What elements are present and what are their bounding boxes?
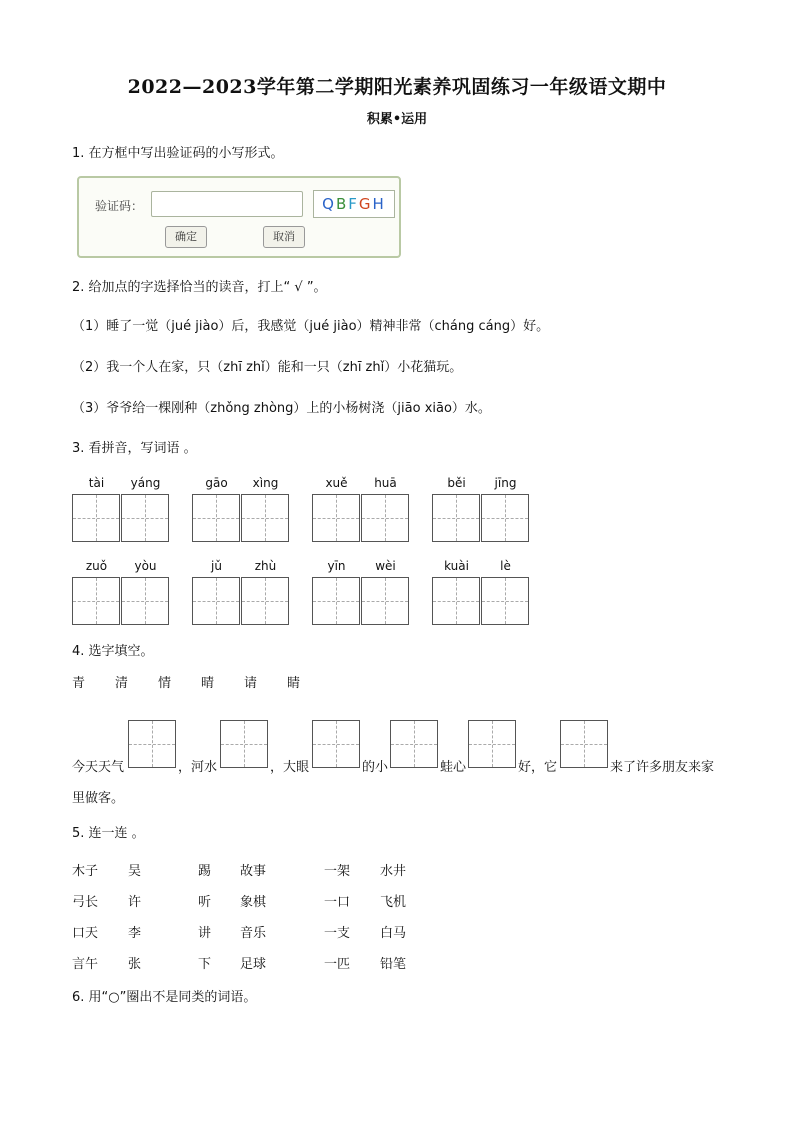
character-choice: 清 (115, 676, 129, 691)
writing-grid-cell[interactable] (72, 494, 120, 542)
writing-grid-cell[interactable] (432, 577, 480, 625)
writing-grid-cell[interactable] (312, 494, 360, 542)
pinyin-label: jīng (494, 476, 517, 490)
fill-in-box[interactable] (128, 720, 176, 768)
pinyin-label: yīn (327, 559, 346, 573)
writing-grid-cell[interactable] (481, 494, 529, 542)
pinyin-word-group (432, 559, 530, 625)
matching-item: 张 (128, 957, 142, 972)
matching-item: 白马 (380, 926, 407, 941)
matching-item: 音乐 (240, 926, 267, 941)
fill-in-box[interactable] (468, 720, 516, 768)
question-1-prompt: 1. 在方框中写出验证码的小写形式。 (72, 146, 284, 161)
matching-item: 象棋 (240, 895, 267, 910)
writing-grid-cell[interactable] (192, 494, 240, 542)
writing-grid-cell[interactable] (241, 494, 289, 542)
matching-item: 木子 (72, 864, 99, 879)
matching-item: 许 (128, 895, 142, 910)
writing-grid-cell[interactable] (481, 577, 529, 625)
sentence-end: 里做客。 (72, 791, 125, 806)
page-title: 2022—2023学年第二学期阳光素养巩固练习一年级语文期中 (127, 76, 667, 98)
matching-item: 下 (198, 957, 212, 972)
character-choice: 睛 (287, 676, 301, 691)
pinyin-word-group (72, 476, 170, 542)
pinyin-label: xuě (325, 476, 348, 490)
question-2-item: （1）睡了一觉（jué jiào）后，我感觉（jué jiào）精神非常（cháng cáng）好。 (72, 319, 550, 334)
pinyin-word-group (312, 476, 410, 542)
pinyin-label: zhù (254, 559, 277, 573)
captcha-label: 验证码： (95, 199, 144, 213)
fill-in-box[interactable] (560, 720, 608, 768)
pinyin-label: kuài (444, 559, 469, 573)
sentence-fragment: 今天天气 (72, 760, 125, 775)
section-heading: 积累•运用 (366, 112, 428, 127)
sentence-fragment: 蛙心 (440, 760, 467, 775)
pinyin-word-group (312, 559, 410, 625)
sentence-fragment: 好，它 (518, 760, 558, 775)
pinyin-label: lè (500, 559, 511, 573)
captcha-letter: F (348, 195, 359, 213)
writing-grid-cell[interactable] (72, 577, 120, 625)
pinyin-label: tài (88, 476, 105, 490)
matching-item: 言午 (72, 957, 99, 972)
pinyin-label: jǔ (211, 559, 222, 573)
matching-item: 一口 (324, 895, 351, 910)
writing-grid-cell[interactable] (361, 494, 409, 542)
sentence-fragment: 来了许多朋友来家 (610, 760, 715, 775)
character-choice: 情 (158, 676, 172, 691)
question-4-prompt: 4. 选字填空。 (72, 644, 154, 659)
matching-item: 弓长 (72, 895, 99, 910)
pinyin-label: yáng (130, 476, 161, 490)
matching-item: 一支 (324, 926, 351, 941)
matching-item: 听 (198, 895, 212, 910)
question-2-item: （3）爷爷给一棵刚种（zhǒng zhòng）上的小杨树浇（jiāo xiāo）水。 (72, 401, 491, 416)
pinyin-label: gāo (205, 476, 228, 490)
character-choice: 青 (72, 676, 86, 691)
captcha-letter: B (335, 195, 349, 213)
confirm-button[interactable]: 确定 (165, 226, 207, 248)
matching-item: 口天 (72, 926, 99, 941)
question-3-prompt: 3. 看拼音，写词语 。 (72, 441, 197, 456)
question-2-prompt: 2. 给加点的字选择恰当的读音，打上“ √ ”。 (72, 280, 327, 295)
pinyin-label: wèi (375, 559, 396, 573)
writing-grid-cell[interactable] (312, 577, 360, 625)
cancel-button[interactable]: 取消 (263, 226, 305, 248)
writing-grid-cell[interactable] (361, 577, 409, 625)
captcha-letter: H (372, 195, 386, 213)
matching-item: 水井 (380, 864, 407, 879)
writing-grid-cell[interactable] (192, 577, 240, 625)
pinyin-label: zuǒ (85, 559, 108, 573)
pinyin-word-group (72, 559, 170, 625)
matching-item: 一架 (324, 864, 351, 879)
pinyin-label: xìng (252, 476, 279, 490)
fill-in-box[interactable] (390, 720, 438, 768)
pinyin-label: yòu (134, 559, 157, 573)
fill-in-box[interactable] (220, 720, 268, 768)
pinyin-word-group (192, 559, 290, 625)
captcha-letter: Q (322, 195, 336, 213)
sentence-fragment: ，大眼 (270, 760, 310, 775)
captcha-letter: G (358, 195, 373, 213)
sentence-fragment: ，河水 (178, 760, 218, 775)
fill-in-box[interactable] (312, 720, 360, 768)
character-choice: 晴 (201, 676, 215, 691)
writing-grid-cell[interactable] (121, 494, 169, 542)
writing-grid-cell[interactable] (241, 577, 289, 625)
matching-item: 李 (128, 926, 142, 941)
character-choice: 请 (244, 676, 258, 691)
captcha-panel (77, 176, 401, 258)
captcha-input[interactable] (151, 191, 303, 217)
question-5-prompt: 5. 连一连 。 (72, 826, 145, 841)
pinyin-word-group (192, 476, 290, 542)
question-6-prompt: 6. 用“○”圈出不是同类的词语。 (72, 990, 257, 1005)
question-2-item: （2）我一个人在家，只（zhī zhǐ）能和一只（zhī zhǐ）小花猫玩。 (72, 360, 463, 375)
pinyin-label: huā (374, 476, 397, 490)
pinyin-label: běi (447, 476, 466, 490)
matching-item: 飞机 (380, 895, 407, 910)
writing-grid-cell[interactable] (121, 577, 169, 625)
writing-grid-cell[interactable] (432, 494, 480, 542)
matching-item: 铅笔 (380, 957, 407, 972)
captcha-image (313, 190, 395, 218)
matching-item: 足球 (240, 957, 267, 972)
matching-item: 故事 (240, 864, 267, 879)
matching-item: 讲 (198, 926, 212, 941)
matching-item: 吴 (128, 864, 142, 879)
pinyin-word-group (432, 476, 530, 542)
matching-item: 踢 (198, 864, 212, 879)
matching-item: 一匹 (324, 957, 351, 972)
sentence-fragment: 的小 (362, 760, 389, 775)
